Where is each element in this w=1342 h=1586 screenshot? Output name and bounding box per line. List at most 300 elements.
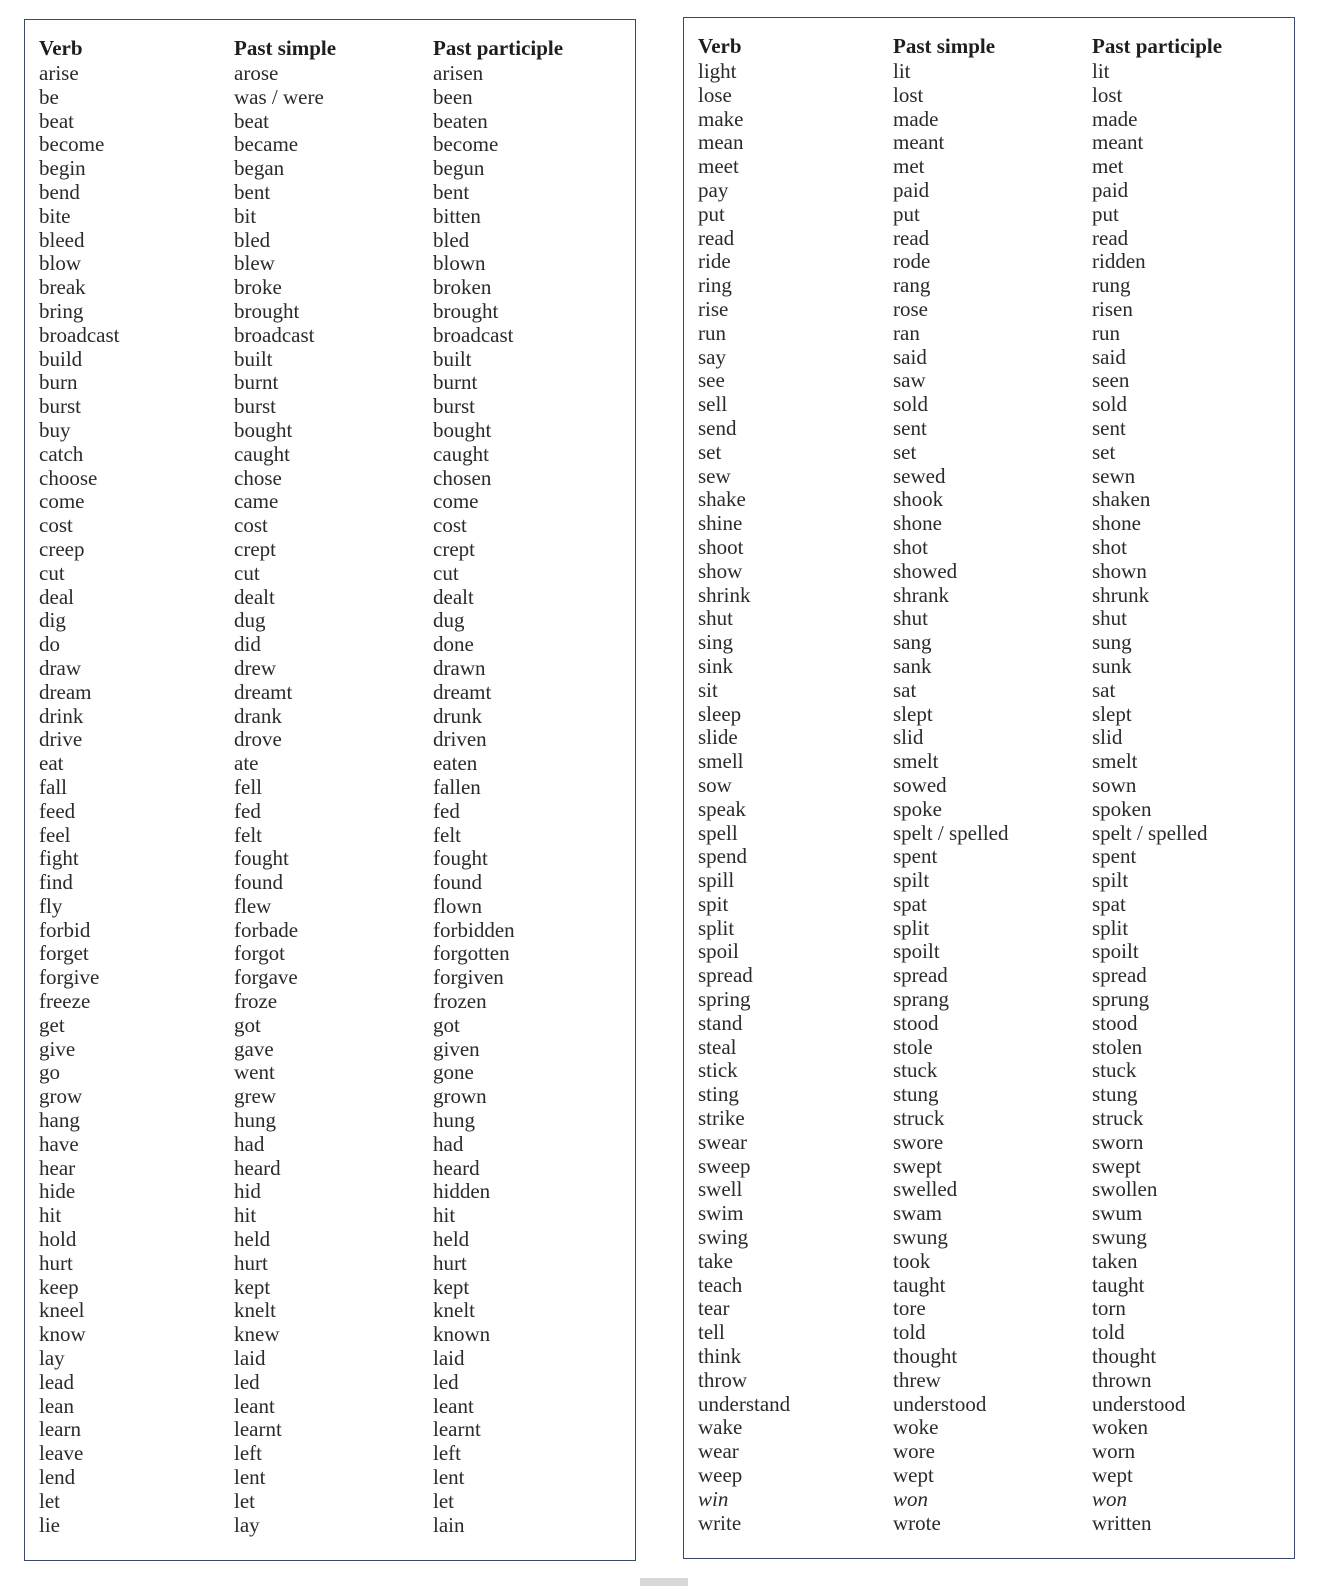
past-simple-cell: spoke [893,796,942,821]
table-body-right [684,60,1294,1535]
past-simple-cell: shone [893,511,942,536]
verb-cell: dream [39,679,92,704]
verb-cell: write [698,1510,742,1535]
past-simple-cell: felt [234,822,262,847]
verb-cell: lean [39,1393,74,1418]
past-simple-cell: shrank [893,582,949,607]
past-simple-cell: did [234,632,261,657]
verb-cell: shine [698,511,743,536]
table-row [684,1488,1294,1512]
past-participle-cell: sworn [1092,1129,1144,1154]
verb-cell: fight [39,846,79,871]
table-row [684,1369,1294,1393]
past-simple-cell: stood [893,1010,939,1035]
past-simple-cell: swung [893,1225,948,1250]
table-row [25,443,635,467]
past-simple-cell: spat [893,891,927,916]
past-participle-cell: forgotten [433,941,510,966]
past-participle-cell: swollen [1092,1177,1158,1202]
past-participle-cell: stood [1092,1010,1138,1035]
table-row [25,752,635,776]
past-participle-cell: smelt [1092,749,1138,774]
verb-cell: kneel [39,1298,85,1323]
past-participle-cell: sent [1092,415,1126,440]
table-row [684,726,1294,750]
header-past-simple: Past simple [893,34,996,58]
past-simple-cell: lost [893,82,924,107]
past-simple-cell: came [234,489,279,514]
past-simple-cell: wept [893,1463,934,1488]
verb-cell: hold [39,1227,77,1252]
past-participle-cell: hidden [433,1179,491,1204]
past-participle-cell: torn [1092,1296,1126,1321]
past-participle-cell: fallen [433,774,481,799]
past-simple-cell: got [234,1012,261,1037]
verb-cell: show [698,558,743,583]
verb-cell: go [39,1060,60,1085]
table-row [25,1299,635,1323]
past-simple-cell: wrote [893,1510,941,1535]
past-simple-cell: shook [893,487,944,512]
verb-cell: put [698,201,725,226]
table-row [25,847,635,871]
table-row [684,988,1294,1012]
past-participle-cell: known [433,1322,491,1347]
past-participle-cell: lost [1092,82,1123,107]
past-simple-cell: rose [893,296,928,321]
past-simple-cell: drove [234,727,282,752]
table-row [684,1202,1294,1226]
past-participle-cell: come [433,489,479,514]
past-participle-cell: slept [1092,701,1132,726]
table-row [684,369,1294,393]
past-simple-cell: sewed [893,463,946,488]
past-participle-cell: made [1092,106,1138,131]
verb-cell: smell [698,749,744,774]
past-participle-cell: drunk [433,703,482,728]
past-simple-cell: saw [893,368,926,393]
past-simple-cell: hurt [234,1250,268,1275]
verb-cell: swim [698,1201,744,1226]
verb-cell: spring [698,987,751,1012]
table-row [684,1131,1294,1155]
table-row [25,1133,635,1157]
table-row [25,1228,635,1252]
verb-cell: stick [698,1058,738,1083]
past-simple-cell: spilt [893,868,930,893]
table-row [684,1274,1294,1298]
past-simple-cell: swelled [893,1177,958,1202]
past-participle-cell: woken [1092,1415,1148,1440]
past-participle-cell: understood [1092,1391,1186,1416]
past-simple-cell: split [893,915,930,940]
verb-cell: meet [698,154,739,179]
past-participle-cell: had [433,1131,464,1156]
past-simple-cell: arose [234,61,279,85]
past-simple-cell: spoilt [893,939,940,964]
past-simple-cell: cost [234,513,268,538]
verb-cell: draw [39,655,81,680]
verb-cell: spoil [698,939,739,964]
verb-cell: drive [39,727,83,752]
past-participle-cell: held [433,1227,470,1252]
table-row [25,919,635,943]
verb-cell: spread [698,963,753,988]
past-simple-cell: won [893,1486,929,1511]
verb-cell: sink [698,653,734,678]
past-participle-cell: shrunk [1092,582,1150,607]
table-row [684,536,1294,560]
past-simple-cell: shut [893,606,929,631]
past-participle-cell: won [1092,1486,1128,1511]
past-participle-cell: lent [433,1465,465,1490]
table-row [25,633,635,657]
table-row [684,1512,1294,1536]
past-participle-cell: shown [1092,558,1147,583]
past-simple-cell: woke [893,1415,939,1440]
verb-cell: lie [39,1512,60,1537]
past-participle-cell: driven [433,727,487,752]
verb-cell: find [39,870,73,895]
past-simple-cell: spelt / spelled [893,820,1009,845]
table-row [25,705,635,729]
past-participle-cell: shut [1092,606,1128,631]
table-row [684,512,1294,536]
table-row [684,322,1294,346]
verb-cell: sell [698,392,728,417]
past-simple-cell: ran [893,320,920,345]
verb-cell: become [39,132,105,157]
past-participle-cell: swung [1092,1225,1147,1250]
verb-cell: sleep [698,701,742,726]
table-row [684,1107,1294,1131]
table-row [684,1226,1294,1250]
past-participle-cell: forgiven [433,965,504,990]
table-header [684,32,1294,60]
verb-cell: lead [39,1369,74,1394]
table-row [25,1252,635,1276]
table-row [25,1490,635,1514]
past-simple-cell: burst [234,394,276,419]
table-row [684,60,1294,84]
past-simple-cell: built [234,346,273,371]
verb-cell: blow [39,251,81,276]
table-row [25,205,635,229]
table-row [684,1440,1294,1464]
verb-table-left [24,19,636,1561]
past-participle-cell: felt [433,822,461,847]
verb-cell: spell [698,820,738,845]
table-row [684,441,1294,465]
past-simple-cell: drank [234,703,282,728]
past-simple-cell: sat [893,677,917,702]
verb-cell: choose [39,465,98,490]
past-participle-cell: learnt [433,1417,481,1442]
past-participle-cell: split [1092,915,1129,940]
verb-cell: sweep [698,1153,751,1178]
table-row [25,1276,635,1300]
past-simple-cell: bled [234,227,271,252]
verb-cell: mean [698,130,744,155]
past-simple-cell: fought [234,846,289,871]
past-participle-cell: struck [1092,1106,1144,1131]
verb-cell: break [39,275,86,300]
verb-cell: sew [698,463,731,488]
past-participle-cell: fed [433,798,460,823]
verb-cell: ring [698,273,732,298]
table-row [25,871,635,895]
past-participle-cell: bought [433,417,492,442]
past-participle-cell: grown [433,1084,487,1109]
verb-cell: burn [39,370,78,395]
table-row [684,917,1294,941]
past-simple-cell: meant [893,130,945,155]
table-row [684,798,1294,822]
past-participle-cell: frozen [433,989,487,1014]
past-participle-cell: bent [433,179,470,204]
table-row [684,393,1294,417]
table-row [684,1250,1294,1274]
past-participle-cell: risen [1092,296,1133,321]
table-row [684,1059,1294,1083]
table-row [25,895,635,919]
past-simple-cell: began [234,156,285,181]
past-simple-cell: spread [893,963,948,988]
verb-cell: hurt [39,1250,73,1275]
verb-cell: eat [39,751,64,776]
past-participle-cell: caught [433,441,489,466]
verb-cell: read [698,225,735,250]
verb-cell: beat [39,108,74,133]
past-participle-cell: set [1092,439,1116,464]
verb-cell: win [698,1486,729,1511]
verb-cell: cut [39,560,65,585]
past-participle-cell: put [1092,201,1119,226]
verb-cell: send [698,415,737,440]
table-row [25,800,635,824]
verb-cell: freeze [39,989,91,1014]
verb-cell: bite [39,203,71,228]
verb-cell: broadcast [39,322,120,347]
past-simple-cell: forgot [234,941,285,966]
past-simple-cell: knelt [234,1298,276,1323]
table-row [684,1297,1294,1321]
past-participle-cell: sung [1092,630,1132,655]
verb-cell: understand [698,1391,791,1416]
verb-cell: light [698,59,737,83]
table-row [25,157,635,181]
past-simple-cell: swam [893,1201,942,1226]
table-row [684,488,1294,512]
verb-cell: bring [39,298,84,323]
past-participle-cell: wept [1092,1463,1133,1488]
past-simple-cell: broadcast [234,322,315,347]
verb-cell: steal [698,1034,737,1059]
past-simple-cell: shot [893,534,929,559]
past-simple-cell: set [893,439,917,464]
verb-cell: shrink [698,582,751,607]
table-row [25,419,635,443]
past-simple-cell: caught [234,441,290,466]
past-participle-cell: burst [433,394,475,419]
verb-cell: wear [698,1439,739,1464]
past-participle-cell: knelt [433,1298,475,1323]
table-row [25,1514,635,1538]
past-simple-cell: brought [234,298,300,323]
past-participle-cell: cut [433,560,459,585]
past-participle-cell: led [433,1369,459,1394]
verb-cell: get [39,1012,65,1037]
past-simple-cell: showed [893,558,958,583]
past-participle-cell: dug [433,608,465,633]
past-simple-cell: understood [893,1391,987,1416]
verb-cell: rise [698,296,729,321]
verb-cell: split [698,915,735,940]
past-simple-cell: fell [234,774,262,799]
table-row [25,1038,635,1062]
past-simple-cell: had [234,1131,265,1156]
past-simple-cell: was / were [234,84,324,109]
past-participle-cell: got [433,1012,460,1037]
table-row [25,395,635,419]
table-row [684,869,1294,893]
verb-cell: forgive [39,965,100,990]
past-simple-cell: burnt [234,370,279,395]
past-participle-cell: left [433,1441,461,1466]
past-participle-cell: dreamt [433,679,492,704]
past-participle-cell: arisen [433,61,484,85]
past-participle-cell: thought [1092,1344,1157,1369]
verb-cell: lay [39,1346,65,1371]
past-simple-cell: leant [234,1393,275,1418]
verb-cell: shoot [698,534,744,559]
past-simple-cell: became [234,132,299,157]
past-participle-cell: bled [433,227,470,252]
past-participle-cell: worn [1092,1439,1136,1464]
past-participle-cell: built [433,346,472,371]
table-row [25,371,635,395]
verb-cell: spill [698,868,735,893]
past-simple-cell: held [234,1227,271,1252]
past-simple-cell: bit [234,203,257,228]
past-participle-cell: crept [433,536,475,561]
past-participle-cell: rung [1092,273,1131,298]
past-simple-cell: ate [234,751,259,776]
past-simple-cell: read [893,225,930,250]
past-simple-cell: said [893,344,927,369]
verb-cell: give [39,1036,76,1061]
past-simple-cell: lit [893,59,911,83]
past-simple-cell: hid [234,1179,261,1204]
table-row [684,1416,1294,1440]
header-past-simple: Past simple [234,36,337,60]
verb-cell: do [39,632,60,657]
past-simple-cell: stole [893,1034,933,1059]
past-participle-cell: laid [433,1346,465,1371]
past-participle-cell: let [433,1488,454,1513]
past-participle-cell: slid [1092,725,1123,750]
verb-cell: feed [39,798,76,823]
past-simple-cell: cut [234,560,260,585]
verb-cell: sit [698,677,718,702]
table-row [684,774,1294,798]
past-simple-cell: found [234,870,283,895]
table-row [25,1109,635,1133]
past-simple-cell: beat [234,108,269,133]
verb-cell: learn [39,1417,81,1442]
past-simple-cell: thought [893,1344,958,1369]
past-participle-cell: begun [433,156,485,181]
verb-cell: feel [39,822,71,847]
past-participle-cell: cost [433,513,467,538]
table-row [684,1345,1294,1369]
table-row [25,562,635,586]
past-simple-cell: slept [893,701,933,726]
table-row [684,631,1294,655]
past-participle-cell: hit [433,1203,456,1228]
table-row [25,824,635,848]
past-simple-cell: bent [234,179,271,204]
past-participle-cell: sold [1092,392,1128,417]
past-participle-cell: burnt [433,370,478,395]
past-participle-cell: sunk [1092,653,1132,678]
past-participle-cell: sat [1092,677,1116,702]
past-participle-cell: chosen [433,465,492,490]
table-row [684,108,1294,132]
past-participle-cell: beaten [433,108,488,133]
past-simple-cell: rang [893,273,931,298]
table-row [684,940,1294,964]
past-participle-cell: drawn [433,655,486,680]
table-row [684,1464,1294,1488]
table-row [25,776,635,800]
verb-cell: sing [698,630,734,655]
past-participle-cell: spelt / spelled [1092,820,1208,845]
past-simple-cell: broke [234,275,282,300]
past-simple-cell: forgave [234,965,298,990]
past-participle-cell: dealt [433,584,474,609]
table-row [25,1395,635,1419]
past-simple-cell: bought [234,417,293,442]
table-row [25,1157,635,1181]
past-simple-cell: fed [234,798,261,823]
verb-cell: spend [698,844,747,869]
verb-cell: hit [39,1203,62,1228]
verb-cell: slide [698,725,738,750]
table-row [684,1036,1294,1060]
past-participle-cell: heard [433,1155,480,1180]
past-participle-cell: done [433,632,474,657]
verb-cell: ride [698,249,731,274]
table-row [25,1180,635,1204]
table-row [684,227,1294,251]
past-participle-cell: written [1092,1510,1152,1535]
table-row [684,822,1294,846]
table-row [25,110,635,134]
table-row [684,750,1294,774]
past-participle-cell: found [433,870,482,895]
table-row [25,324,635,348]
verb-cell: shake [698,487,746,512]
table-row [25,728,635,752]
past-participle-cell: met [1092,154,1124,179]
verb-cell: dig [39,608,66,633]
past-simple-cell: put [893,201,920,226]
past-simple-cell: sold [893,392,929,417]
verb-cell: drink [39,703,84,728]
past-simple-cell: taught [893,1272,946,1297]
past-participle-cell: spread [1092,963,1147,988]
